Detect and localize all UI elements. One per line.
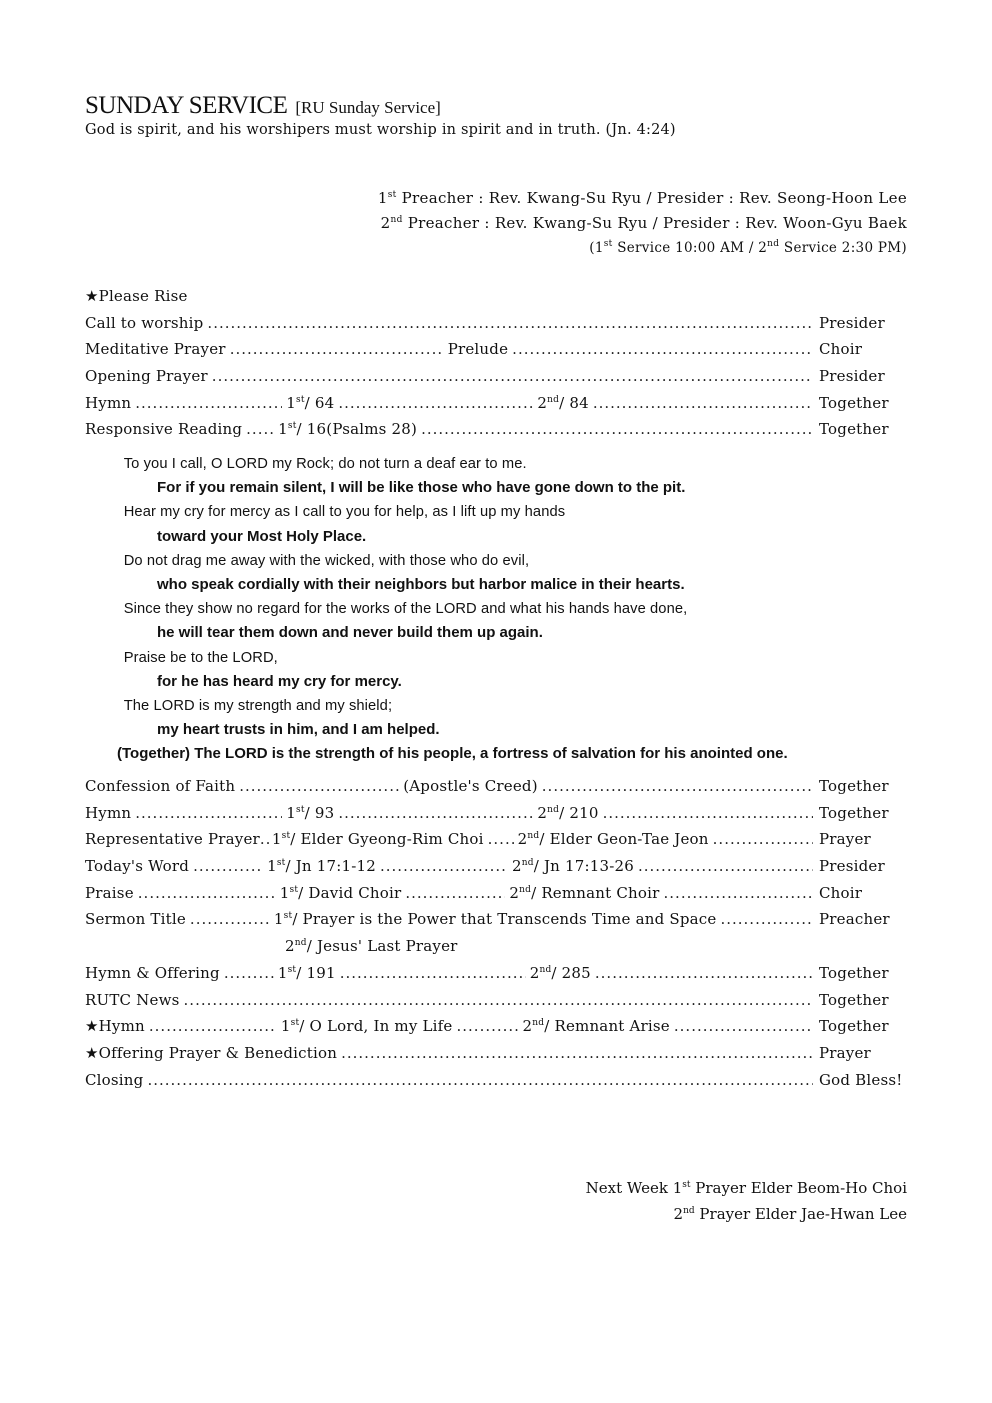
dot-leader bbox=[638, 853, 813, 880]
item-label: ★Offering Prayer & Benediction bbox=[85, 1043, 338, 1062]
text: 1 bbox=[279, 883, 290, 902]
dot-leader bbox=[246, 416, 274, 443]
text: David Choir bbox=[308, 883, 402, 902]
ordinal-suffix: nd bbox=[390, 215, 403, 225]
text: Elder Geon-Tae Jeon bbox=[549, 830, 709, 849]
dot-leader bbox=[239, 773, 399, 800]
order-row-sermon-title bbox=[85, 906, 907, 933]
service-detail bbox=[278, 416, 417, 443]
dot-leader bbox=[603, 800, 813, 827]
text: 1 bbox=[273, 910, 284, 929]
order-row-sermon-title-second bbox=[85, 933, 907, 960]
dot-leader bbox=[341, 1040, 813, 1067]
text: / bbox=[285, 857, 296, 876]
order-row-responsive-reading bbox=[85, 416, 907, 443]
text: / bbox=[551, 963, 562, 982]
item-role: Together bbox=[819, 963, 889, 982]
item-role: Choir bbox=[819, 340, 863, 359]
text: 2 bbox=[512, 857, 522, 876]
text: Service 10:00 AM / 2 bbox=[612, 240, 768, 256]
item-label: Praise bbox=[85, 883, 134, 902]
ordinal-suffix: st bbox=[387, 190, 397, 200]
text: (1 bbox=[589, 240, 604, 256]
reading-line-people: For if you remain silent, I will be like those who have gone down to the pit. bbox=[157, 479, 686, 497]
text: 285 bbox=[561, 963, 591, 982]
item-role: Preacher bbox=[819, 910, 890, 929]
reading-line-people: for he has heard my cry for mercy. bbox=[157, 672, 402, 690]
ordinal-suffix: nd bbox=[539, 964, 552, 975]
dot-leader bbox=[457, 1013, 519, 1040]
service-detail bbox=[267, 853, 376, 880]
item-middle: Prelude bbox=[447, 340, 509, 359]
item-label: Closing bbox=[85, 1070, 144, 1089]
item-role: Together bbox=[819, 990, 889, 1009]
order-row-closing bbox=[85, 1067, 907, 1094]
ordinal-suffix: nd bbox=[683, 1206, 695, 1216]
order-row-hymn bbox=[85, 800, 907, 827]
preacher-line-2 bbox=[378, 211, 907, 236]
item-role: Presider bbox=[819, 313, 885, 332]
order-row-offering-prayer-benediction bbox=[85, 1040, 907, 1067]
dot-leader bbox=[380, 853, 508, 880]
text: 2 bbox=[522, 1017, 533, 1036]
dot-leader bbox=[260, 826, 272, 853]
title-block bbox=[85, 92, 676, 138]
text: 16(Psalms 28) bbox=[306, 420, 418, 439]
dot-leader bbox=[193, 853, 263, 880]
ordinal-suffix: nd bbox=[767, 239, 780, 249]
item-label: Hymn & Offering bbox=[85, 963, 220, 982]
service-detail bbox=[537, 390, 588, 417]
dot-leader bbox=[340, 960, 526, 987]
dot-leader bbox=[421, 416, 813, 443]
dot-leader bbox=[595, 960, 813, 987]
ordinal-suffix: st bbox=[287, 964, 297, 975]
text: 210 bbox=[569, 803, 599, 822]
preacher-info bbox=[378, 186, 907, 261]
text: Preacher : Rev. Kwang-Su Ryu / Presider : Rev. Seong-Hoon Lee bbox=[396, 189, 907, 207]
service-detail bbox=[509, 880, 659, 907]
ordinal-suffix: nd bbox=[519, 884, 532, 895]
dot-leader bbox=[512, 336, 813, 363]
item-label: Opening Prayer bbox=[85, 367, 208, 386]
text: Jn 17:13-26 bbox=[543, 857, 634, 876]
dot-leader bbox=[338, 390, 533, 417]
ordinal-suffix: st bbox=[276, 858, 286, 869]
ordinal-suffix: nd bbox=[521, 858, 534, 869]
dot-leader bbox=[674, 1013, 813, 1040]
text: / bbox=[296, 420, 307, 439]
text: 2 bbox=[537, 393, 548, 412]
item-label: Call to worship bbox=[85, 313, 204, 332]
service-detail bbox=[286, 800, 334, 827]
ordinal-suffix: nd bbox=[547, 394, 560, 405]
text: 1 bbox=[278, 420, 288, 439]
text: / bbox=[559, 803, 570, 822]
reading-line-leader: Praise be to the LORD, bbox=[123, 648, 278, 666]
text: 1 bbox=[271, 830, 282, 849]
ordinal-suffix: nd bbox=[527, 831, 540, 842]
text: 1 bbox=[377, 189, 388, 207]
item-role: Prayer bbox=[819, 1043, 871, 1062]
item-label: Representative Prayer bbox=[85, 830, 260, 849]
item-role: Together bbox=[819, 777, 889, 795]
reading-line-people: my heart trusts in him, and I am helped. bbox=[157, 721, 440, 739]
item-role: Together bbox=[819, 803, 889, 822]
page-title: SUNDAY SERVICE bbox=[85, 92, 288, 119]
service-detail bbox=[274, 906, 717, 933]
text: 2 bbox=[380, 214, 391, 232]
service-detail bbox=[278, 960, 336, 987]
text: Jesus' Last Prayer bbox=[316, 937, 458, 956]
text: / bbox=[290, 830, 301, 849]
text: / bbox=[304, 803, 315, 822]
ordinal-suffix: st bbox=[287, 421, 297, 432]
dot-leader bbox=[405, 880, 505, 907]
item-role: Choir bbox=[819, 883, 863, 902]
text: 64 bbox=[314, 393, 335, 412]
text: 2 bbox=[529, 963, 540, 982]
order-row-hymn bbox=[85, 390, 907, 417]
text: / bbox=[544, 1017, 555, 1036]
ordinal-suffix: st bbox=[296, 804, 305, 815]
text: Elder Gyeong-Rim Choi bbox=[300, 830, 484, 849]
item-role: Together bbox=[819, 1017, 889, 1036]
order-of-service-top bbox=[85, 283, 907, 443]
dot-leader bbox=[147, 1067, 813, 1094]
service-detail bbox=[286, 390, 334, 417]
text: / bbox=[539, 830, 550, 849]
ordinal-suffix: st bbox=[603, 239, 613, 249]
ordinal-suffix: nd bbox=[547, 804, 560, 815]
page-subtitle: [RU Sunday Service] bbox=[295, 98, 441, 117]
order-row-opening-prayer bbox=[85, 363, 907, 390]
order-row-closing-hymn bbox=[85, 1013, 907, 1040]
service-detail bbox=[280, 880, 402, 907]
reading-line-leader: Since they show no regard for the works of the LORD and what his hands have done, bbox=[123, 600, 688, 618]
text: / bbox=[296, 963, 307, 982]
text: Prayer Elder Beom-Ho Choi bbox=[690, 1179, 907, 1197]
text: 1 bbox=[286, 393, 296, 412]
dot-leader bbox=[713, 826, 813, 853]
reading-line-together: (Together) The LORD is the strength of his people, a fortress of salvation for his anointed one. bbox=[117, 745, 788, 763]
item-label: ★Hymn bbox=[85, 1017, 145, 1036]
dot-leader bbox=[135, 390, 282, 417]
text: 2 bbox=[509, 883, 520, 902]
item-label: Hymn bbox=[85, 393, 132, 412]
item-label: Today's Word bbox=[85, 857, 190, 876]
service-detail bbox=[285, 933, 458, 960]
text: 2 bbox=[537, 803, 548, 822]
ordinal-suffix: nd bbox=[532, 1018, 545, 1029]
text: Prayer is the Power that Transcends Time and Space bbox=[302, 910, 717, 929]
next-week-line-2 bbox=[586, 1201, 907, 1227]
order-row-representative-prayer bbox=[85, 826, 907, 853]
next-week-prayer bbox=[586, 1175, 907, 1227]
service-detail bbox=[512, 853, 634, 880]
dot-leader bbox=[488, 826, 514, 853]
service-detail bbox=[530, 960, 591, 987]
text: Remnant Arise bbox=[554, 1017, 670, 1036]
item-role: God Bless! bbox=[819, 1070, 903, 1089]
dot-leader bbox=[720, 906, 813, 933]
item-role: Together bbox=[819, 420, 889, 439]
item-role: Presider bbox=[819, 857, 885, 876]
item-role: Prayer bbox=[819, 830, 871, 849]
reading-line-people: who speak cordially with their neighbors but harbor malice in their hearts. bbox=[157, 575, 685, 593]
text: / bbox=[292, 910, 303, 929]
dot-leader bbox=[184, 987, 813, 1014]
order-row-meditative-prayer bbox=[85, 336, 907, 363]
text: / bbox=[304, 393, 315, 412]
service-detail bbox=[272, 826, 484, 853]
text: / bbox=[298, 883, 309, 902]
service-detail bbox=[537, 800, 598, 827]
dot-leader bbox=[207, 310, 813, 337]
reading-line-people: he will tear them down and never build them up again. bbox=[157, 624, 543, 642]
order-row-rutc-news bbox=[85, 987, 907, 1014]
text: / bbox=[533, 857, 544, 876]
preacher-line-1 bbox=[378, 186, 907, 211]
item-label: Hymn bbox=[85, 803, 132, 822]
dot-leader bbox=[664, 880, 813, 907]
service-detail bbox=[281, 1013, 453, 1040]
dot-leader bbox=[230, 336, 444, 363]
item-label: ★Please Rise bbox=[85, 287, 188, 305]
ordinal-suffix: st bbox=[290, 1018, 300, 1029]
order-row-praise bbox=[85, 880, 907, 907]
dot-leader bbox=[224, 960, 274, 987]
service-detail bbox=[523, 1013, 670, 1040]
dot-leader bbox=[135, 800, 282, 827]
text: / bbox=[559, 393, 570, 412]
item-role: Together bbox=[819, 393, 889, 412]
ordinal-suffix: st bbox=[682, 1180, 691, 1190]
reading-line-leader: Do not drag me away with the wicked, with those who do evil, bbox=[123, 551, 530, 569]
item-role: Presider bbox=[819, 367, 885, 386]
text: Prayer Elder Jae-Hwan Lee bbox=[694, 1205, 907, 1223]
ordinal-suffix: nd bbox=[294, 938, 307, 949]
ordinal-suffix: st bbox=[289, 884, 299, 895]
dot-leader bbox=[542, 773, 813, 800]
item-label: Meditative Prayer bbox=[85, 340, 226, 359]
text: Next Week 1 bbox=[585, 1179, 683, 1197]
reading-line-leader: To you I call, O LORD my Rock; do not turn a deaf ear to me. bbox=[123, 455, 527, 472]
text: Remnant Choir bbox=[541, 883, 660, 902]
text: Preacher : Rev. Kwang-Su Ryu / Presider : Rev. Woon-Gyu Baek bbox=[402, 214, 907, 232]
reading-line-leader: Hear my cry for mercy as I call to you for help, as I lift up my hands bbox=[123, 503, 566, 521]
item-label: Responsive Reading bbox=[85, 420, 243, 439]
service-detail bbox=[518, 826, 709, 853]
text: 1 bbox=[286, 803, 296, 822]
text: 2 bbox=[673, 1205, 684, 1223]
dot-leader bbox=[593, 390, 813, 417]
reading-line-people: toward your Most Holy Place. bbox=[157, 527, 367, 545]
text: O Lord, In my Life bbox=[309, 1017, 453, 1036]
text: 1 bbox=[280, 1017, 291, 1036]
text: 2 bbox=[517, 830, 528, 849]
order-of-service-bottom bbox=[85, 773, 907, 1093]
text: 1 bbox=[267, 857, 277, 876]
text: / bbox=[531, 883, 542, 902]
responsive-reading bbox=[117, 452, 788, 766]
order-row-todays-word bbox=[85, 853, 907, 880]
ordinal-suffix: st bbox=[296, 394, 305, 405]
text: 2 bbox=[285, 937, 295, 956]
text: 93 bbox=[314, 803, 335, 822]
reading-line-leader: The LORD is my strength and my shield; bbox=[123, 696, 393, 714]
text: / bbox=[299, 1017, 310, 1036]
text: 84 bbox=[569, 393, 589, 412]
please-rise-note bbox=[85, 283, 907, 310]
ordinal-suffix: st bbox=[281, 831, 291, 842]
dot-leader bbox=[149, 1013, 277, 1040]
order-row-call-to-worship bbox=[85, 310, 907, 337]
text: Service 2:30 PM) bbox=[779, 240, 907, 256]
ordinal-suffix: st bbox=[283, 911, 293, 922]
item-label: Confession of Faith bbox=[85, 777, 236, 795]
order-row-hymn-offering bbox=[85, 960, 907, 987]
dot-leader bbox=[212, 363, 813, 390]
dot-leader bbox=[138, 880, 276, 907]
next-week-line-1 bbox=[586, 1175, 907, 1201]
text: 1 bbox=[277, 963, 288, 982]
item-label: RUTC News bbox=[85, 990, 180, 1009]
text: / bbox=[306, 937, 317, 956]
item-middle: (Apostle's Creed) bbox=[403, 777, 538, 795]
service-times bbox=[378, 236, 907, 261]
theme-verse: God is spirit, and his worshipers must worship in spirit and in truth. (Jn. 4:24) bbox=[85, 122, 676, 138]
text: 191 bbox=[306, 963, 336, 982]
order-row-confession-of-faith bbox=[85, 773, 907, 800]
dot-leader bbox=[190, 906, 270, 933]
item-label: Sermon Title bbox=[85, 910, 186, 929]
text: Jn 17:1-12 bbox=[295, 857, 376, 876]
dot-leader bbox=[338, 800, 533, 827]
